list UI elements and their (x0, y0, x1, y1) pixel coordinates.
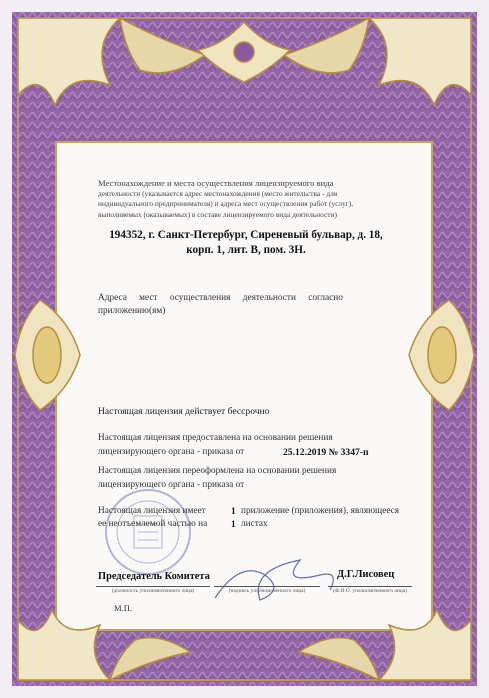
location-heading-line: деятельности (указывается адрес местонахождения (место жительства - для (98, 188, 338, 198)
reissue-line: Настоящая лицензия переоформлена на основании решения (98, 466, 337, 476)
appendix-left-line: ее неотъемлемой частью на (98, 519, 208, 529)
name-caption: (Ф.И.О. уполномоченного лица) (333, 588, 407, 594)
signatory-position: Председатель Комитета (98, 571, 210, 582)
order-number: 25.12.2019 № 3347-п (283, 447, 369, 458)
basis-line: Настоящая лицензия предоставлена на основании решения (98, 433, 333, 443)
location-heading (98, 178, 398, 220)
location-heading-line: Местонахождение и места осуществления лицензируемого вида (98, 178, 334, 188)
position-caption: (должность уполномоченного лица) (111, 588, 195, 594)
activity-addresses-line: Адреса мест осуществления деятельности согласно (98, 293, 343, 303)
appendix-right-line: приложение (приложения), являющееся (241, 506, 400, 516)
address-line: 194352, г. Санкт-Петербург, Сиреневый бульвар, д. 18, (109, 229, 383, 241)
activity-addresses-line: приложению(ям) (98, 306, 166, 316)
appendix-count: 1 (231, 507, 236, 517)
address-line: корп. 1, лит. В, пом. 3Н. (186, 244, 306, 256)
location-heading-line: выполняемых (оказываемых) в составе лицензируемого вида деятельности) (98, 209, 337, 219)
name-line (328, 586, 412, 587)
activity-addresses (98, 292, 400, 318)
location-heading-line: индивидуального предпринимателя) и адреса мест осуществления работ (услуг), (98, 199, 354, 208)
signature-line (214, 586, 320, 587)
signature-caption: (подпись уполномоченного лица) (228, 588, 306, 594)
basis-line: лицензирующего органа - приказа от (98, 447, 245, 457)
reissue-line: лицензирующего органа - приказа от (98, 480, 245, 490)
appendix-right-line: листах (241, 519, 268, 529)
appendix-left-line: Настоящая лицензия имеет (98, 506, 206, 516)
signatory-name: Д.Г.Лисовец (337, 569, 395, 580)
license-address (96, 228, 396, 258)
appendix-sheet-count: 1 (231, 520, 236, 530)
stamp-place-label: М.П. (114, 603, 133, 613)
position-line (96, 586, 210, 587)
validity-text: Настоящая лицензия действует бессрочно (98, 406, 270, 417)
